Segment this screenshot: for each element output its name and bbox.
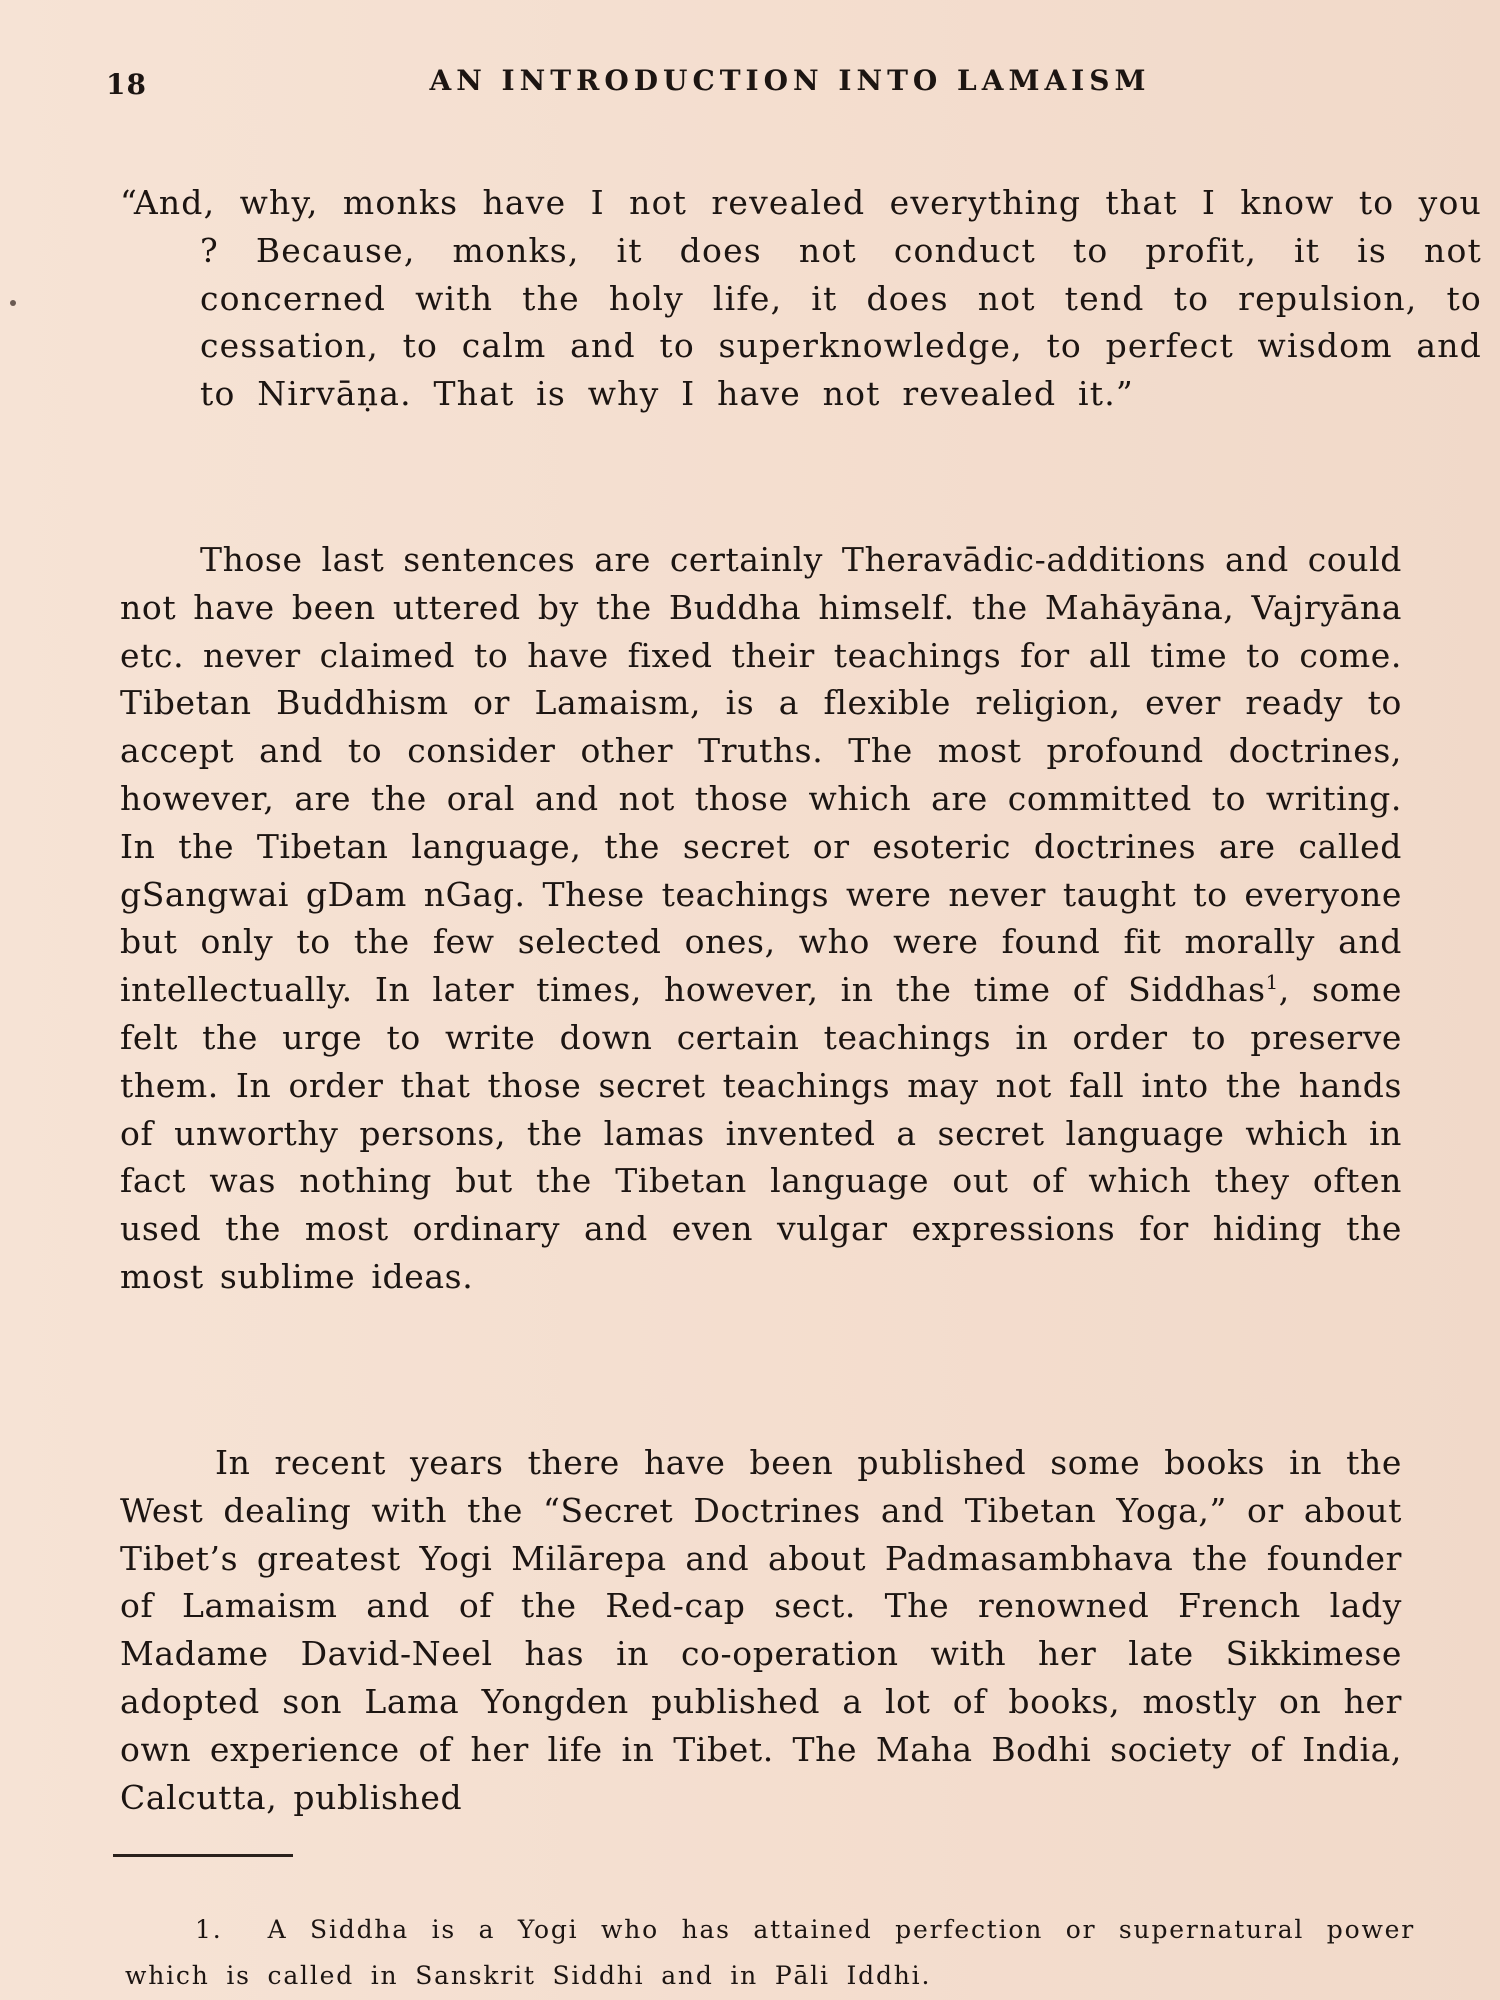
running-header <box>100 62 1440 102</box>
page-number: 18 <box>106 68 147 101</box>
paragraph-1 <box>120 536 1402 1301</box>
footnote <box>125 1907 1415 1999</box>
margin-speck <box>10 300 16 306</box>
running-title: AN INTRODUCTION INTO LAMAISM <box>429 64 1151 97</box>
paragraph-1-text-a: Those last sentences are certainly Theravādic-additions and could not have been uttered by the Buddha himself. the Mahāyāna, Vajryāna etc. never claimed to have fixed their teachings for all time to come. Tibetan Buddhism or Lamaism, is a flexible religion, ever ready to accept and to consider other Truths. The most profound doctrines, however, are the oral and not those which are committed to writing. In the Tibetan language, the secret or esoteric doctrines are called gSangwai gDam nGag. These teachings were never taught to everyone but only to the few selected ones, who were found fit morally and intellectually. In later times, however, in the time of Siddhas <box>120 540 1402 1010</box>
footnote-number: 1. <box>195 1915 223 1944</box>
paragraph-1-text-b: , some felt the urge to write down certain teachings in order to preserve them. In order that those secret teachings may not fall into the hands of unworthy persons, the lamas invented a secret language which in fact was nothing but the Tibetan language out of which they often used the most ordinary and even vulgar expressions for hiding the most sublime ideas. <box>120 970 1402 1296</box>
block-quote: “And, why, monks have I not revealed everything that I know to you ? Because, monks, it does not conduct to profit, it is not concerned with the holy life, it does not tend to repulsion, to cessation, to calm and to superknowledge, to perfect wisdom and to Nirvāṇa. That is why I have not revealed it.” <box>120 183 1482 414</box>
footnote-text: A Siddha is a Yogi who has attained perfection or supernatural power which is called in Sanskrit Siddhi and in Pāli Iddhi. <box>125 1915 1415 1990</box>
footnote-reference: 1 <box>1265 971 1279 995</box>
footnote-divider <box>113 1854 293 1857</box>
paragraph-2: In recent years there have been published some books in the West dealing with the “Secret Doctrines and Tibetan Yoga,” or about Tibet’s greatest Yogi Milārepa and about Padmasambhava the founder of Lamaism and of the Red-cap sect. The renowned French lady Madame David-Neel has in co-operation with her late Sikkimese adopted son Lama Yongden published a lot of books, mostly on her own experience of her life in Tibet. The Maha Bodhi society of India, Calcutta, published <box>120 1443 1402 1817</box>
